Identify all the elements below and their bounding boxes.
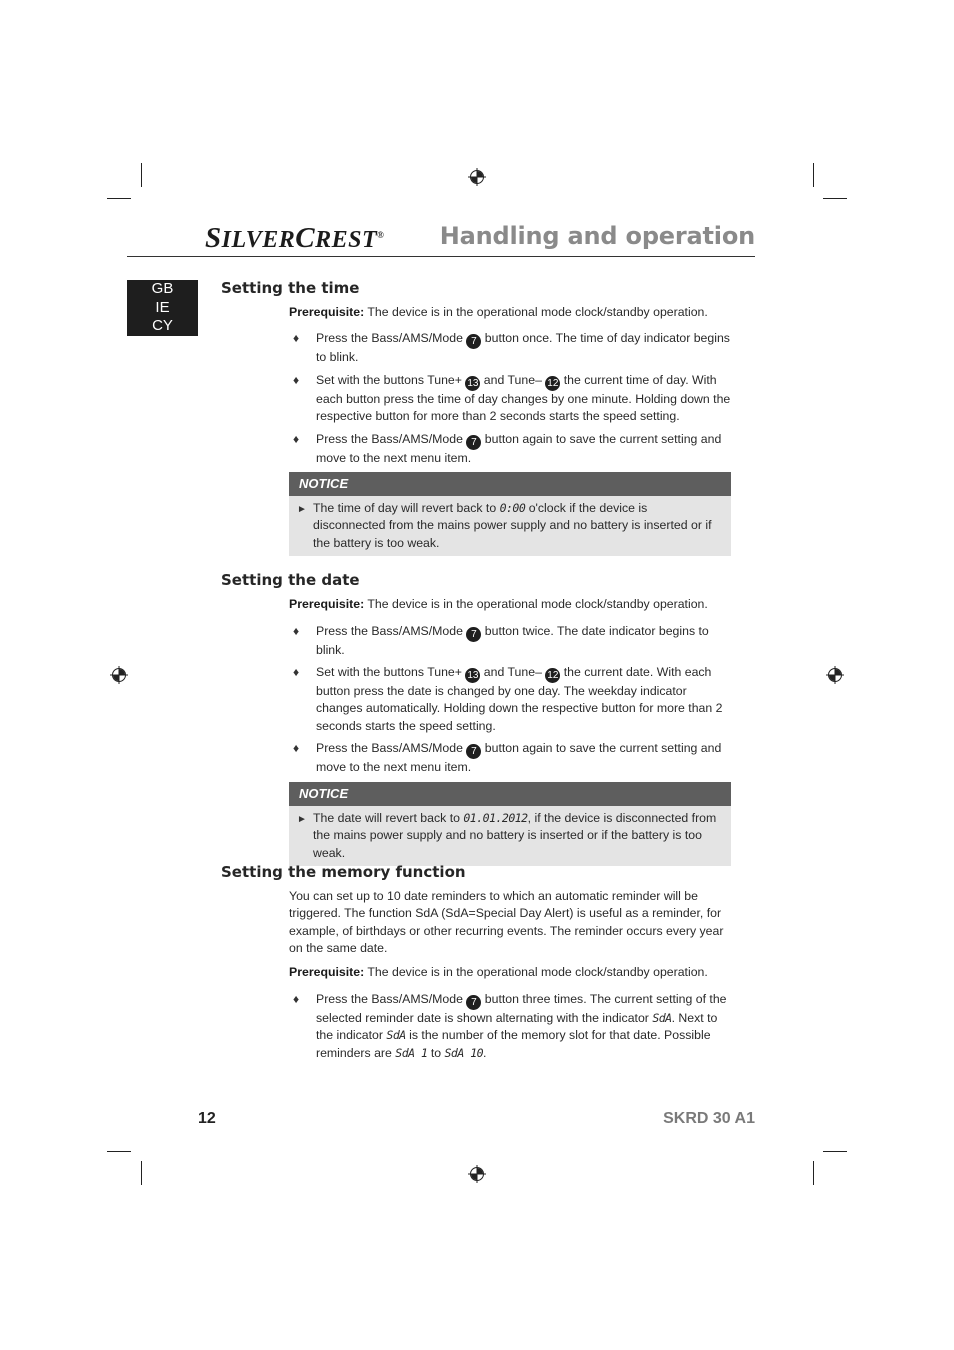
lcd-value: 0:00	[499, 501, 526, 515]
language-code: IE	[155, 298, 170, 316]
list-item: ♦ Set with the buttons Tune+ 13 and Tune– 12 the current date. With each button press the date is changed by one day. The weekday indicator changes automatically. Holding down the respective button for more than 2 seconds starts the speed setting.	[293, 665, 723, 733]
prerequisite-label: Prerequisite:	[289, 965, 365, 979]
prerequisite-text: The device is in the operational mode clock/standby operation.	[364, 305, 708, 319]
button-number-badge: 7	[466, 744, 481, 759]
registration-target-icon	[826, 666, 844, 684]
registration-target-icon	[468, 168, 486, 186]
list-item: ♦ Press the Bass/AMS/Mode 7 button again to save the current setting and move to the next menu item.	[293, 432, 722, 465]
prerequisite-text: The device is in the operational mode clock/standby operation.	[364, 597, 708, 611]
notice-label: NOTICE	[289, 472, 731, 496]
crop-mark	[107, 198, 131, 199]
lcd-value: SdA 10	[444, 1045, 484, 1060]
button-number-badge: 7	[466, 995, 481, 1010]
button-number-badge: 12	[547, 378, 559, 389]
crop-mark	[823, 1151, 847, 1152]
header-divider	[127, 256, 755, 257]
prerequisite-label: Prerequisite:	[289, 597, 365, 611]
bullet-diamond-icon: ♦	[293, 741, 300, 755]
list-item: ♦ Press the Bass/AMS/Mode 7 button twice. The date indicator begins to blink.	[293, 624, 709, 657]
page-title: Handling and operation	[439, 222, 755, 250]
button-number-badge: 13	[467, 670, 479, 681]
button-number-badge: 7	[466, 435, 481, 450]
notice-box: NOTICE ► The date will revert back to 01.01.2012, if the device is disconnected from the mains power supply and no battery is inserted or if the battery is too weak.	[289, 782, 731, 866]
prerequisite	[289, 304, 734, 321]
crop-mark	[141, 163, 142, 187]
bullet-diamond-icon: ♦	[293, 992, 300, 1006]
registration-target-icon	[468, 1165, 486, 1183]
crop-mark	[107, 1151, 131, 1152]
section-heading-memory: Setting the memory function	[221, 863, 466, 881]
registration-target-icon	[110, 666, 128, 684]
bullet-diamond-icon: ♦	[293, 331, 300, 345]
button-number-badge: 13	[467, 378, 479, 389]
page-number: 12	[198, 1110, 216, 1127]
lcd-value: SdA	[652, 1011, 672, 1025]
bullet-diamond-icon: ♦	[293, 432, 300, 446]
language-tab	[127, 280, 198, 336]
list-item: ♦ Press the Bass/AMS/Mode 7 button again to save the current setting and move to the next menu item.	[293, 741, 722, 774]
arrow-right-icon: ►	[297, 814, 307, 825]
language-code: CY	[152, 317, 173, 334]
bullet-diamond-icon: ♦	[293, 373, 300, 387]
list-item: ♦ Set with the buttons Tune+ 13 and Tune– 12 the current time of day. With each button press the time of day changes by one minute. Holding down the respective button for more than 2 seconds starts the speed setting.	[293, 373, 731, 424]
notice-box: NOTICE ► The time of day will revert back to 0:00 o'clock if the device is disconnected from the mains power supply and no battery is inserted or if the battery is too weak.	[289, 472, 731, 556]
bullet-diamond-icon: ♦	[293, 624, 300, 638]
language-code: GB	[151, 280, 174, 297]
section-heading-time: Setting the time	[221, 279, 360, 297]
crop-mark	[823, 198, 847, 199]
prerequisite	[289, 964, 734, 981]
crop-mark	[813, 163, 814, 187]
button-number-badge: 7	[466, 334, 481, 349]
crop-mark	[141, 1161, 142, 1185]
notice-label: NOTICE	[289, 782, 731, 806]
prerequisite	[289, 596, 734, 613]
list-item: ♦ Press the Bass/AMS/Mode 7 button once. The time of day indicator begins to blink.	[293, 331, 730, 364]
prerequisite-label: Prerequisite:	[289, 305, 365, 319]
silvercrest-logo: SILVERCREST®	[205, 222, 385, 254]
button-number-badge: 7	[466, 627, 481, 642]
crop-mark	[813, 1161, 814, 1185]
bullet-diamond-icon: ♦	[293, 665, 300, 679]
lcd-value: SdA 1	[395, 1045, 428, 1060]
button-number-badge: 12	[547, 670, 559, 681]
list-item: ♦ Press the Bass/AMS/Mode 7 button three times. The current setting of the selected reminder date is shown alternating with the indicator SdA. Next to the indicator SdA is the number of the memory slot for that date. Possible reminders are SdA 1 to SdA 10.	[293, 992, 727, 1060]
lcd-value: SdA	[386, 1028, 406, 1043]
body-paragraph: You can set up to 10 date reminders to which an automatic reminder will be triggered. The function SdA (SdA=Special Day Alert) is useful as a reminder, for example, of birthdays or other recurring events. The reminder occurs every year on the same date.	[289, 889, 724, 956]
lcd-value: 01.01.2012	[463, 811, 528, 825]
section-heading-date: Setting the date	[221, 571, 360, 589]
model-number: SKRD 30 A1	[663, 1110, 755, 1127]
prerequisite-text: The device is in the operational mode clock/standby operation.	[364, 965, 708, 979]
arrow-right-icon: ►	[297, 504, 307, 515]
